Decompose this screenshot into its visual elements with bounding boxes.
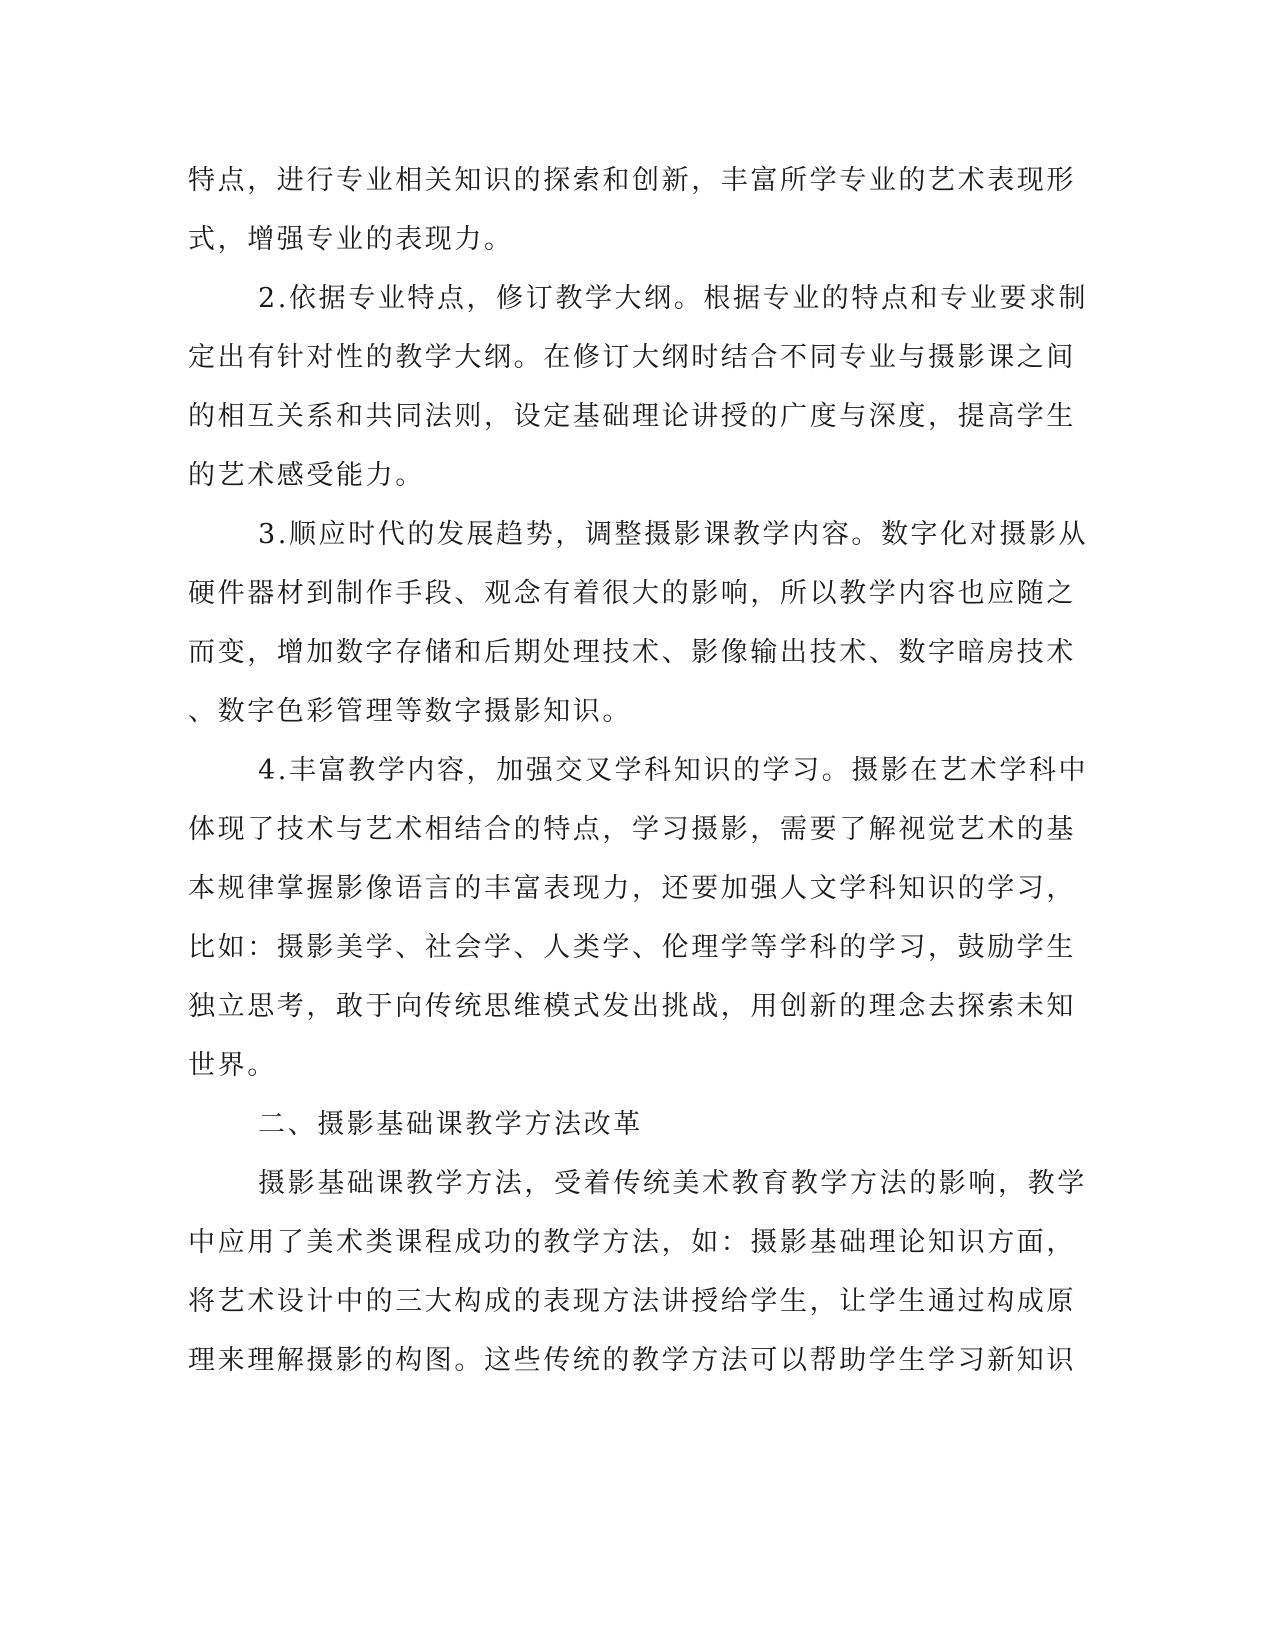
text-line-8: 硬件器材到制作手段、观念有着很大的影响，所以教学内容也应随之 <box>188 578 1076 609</box>
text-line-7: 3.顺应时代的发展趋势，调整摄影课教学内容。数字化对摄影从 <box>258 519 1089 550</box>
text-line-14: 比如：摄影美学、社会学、人类学、伦理学等学科的学习，鼓励学生 <box>188 932 1076 963</box>
text-line-20: 将艺术设计中的三大构成的表现方法讲授给学生，让学生通过构成原 <box>188 1286 1076 1317</box>
text-line-9: 而变，增加数字存储和后期处理技术、影像输出技术、数字暗房技术 <box>188 637 1076 668</box>
text-line-4: 定出有针对性的教学大纲。在修订大纲时结合不同专业与摄影课之间 <box>188 342 1076 373</box>
text-line-10: 、数字色彩管理等数字摄影知识。 <box>188 696 632 727</box>
text-line-15: 独立思考，敢于向传统思维模式发出挑战，用创新的理念去探索未知 <box>188 991 1076 1022</box>
text-line-18: 摄影基础课教学方法，受着传统美术教育教学方法的影响，教学 <box>258 1168 1087 1199</box>
text-line-21: 理来理解摄影的构图。这些传统的教学方法可以帮助学生学习新知识 <box>188 1345 1076 1376</box>
text-line-3: 2.依据专业特点，修订教学大纲。根据专业的特点和专业要求制 <box>258 283 1089 314</box>
text-line-16: 世界。 <box>188 1050 277 1081</box>
section-heading: 二、摄影基础课教学方法改革 <box>258 1109 643 1140</box>
text-line-11: 4.丰富教学内容，加强交叉学科知识的学习。摄影在艺术学科中 <box>258 755 1089 786</box>
text-line-13: 本规律掌握影像语言的丰富表现力，还要加强人文学科知识的学习， <box>188 873 1076 904</box>
text-line-6: 的艺术感受能力。 <box>188 460 425 491</box>
text-line-2: 式，增强专业的表现力。 <box>188 224 514 255</box>
text-line-19: 中应用了美术类课程成功的教学方法，如：摄影基础理论知识方面， <box>188 1227 1076 1258</box>
text-line-1: 特点，进行专业相关知识的探索和创新，丰富所学专业的艺术表现形 <box>188 165 1076 196</box>
text-line-12: 体现了技术与艺术相结合的特点，学习摄影，需要了解视觉艺术的基 <box>188 814 1076 845</box>
text-line-5: 的相互关系和共同法则，设定基础理论讲授的广度与深度，提高学生 <box>188 401 1076 432</box>
